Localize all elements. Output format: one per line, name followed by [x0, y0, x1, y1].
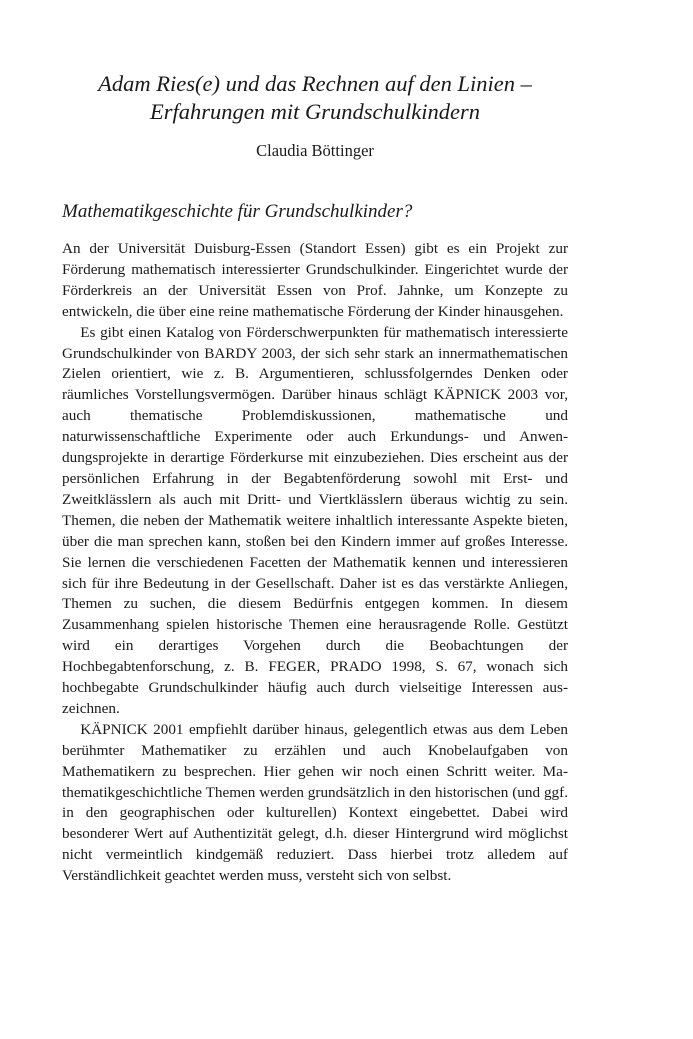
- article-title: [62, 70, 568, 126]
- document-page: [62, 70, 568, 887]
- body-paragraph-3: KÄPNICK 2001 empfiehlt darüber hinaus, gelegentlich etwas aus dem Leben berühmter Mathematiker zu erzählen und auch Knobelaufgaben von Mathematikern zu besprechen. Hier gehen wir noch einen Schritt weiter. Mathematikgeschichtliche Themen werden grundsätzlich in den historischen (und ggf. in den geographischen oder kulturellen) Kontext eingebettet. Dabei wird besonderer Wert auf Authentizität gelegt, d.h. dieser Hintergrund wird möglichst nicht vermeintlich kindgemäß reduziert. Dass hierbei trotz alledem auf Verständlichkeit geachtet werden muss, versteht sich von selbst.: [62, 720, 568, 885]
- article-title-line-2: Erfahrungen mit Grundschulkindern: [150, 99, 480, 124]
- body-paragraph-2: Es gibt einen Katalog von Förderschwerpunkten für mathematisch interessierte Grundschulkinder von BARDY 2003, der sich sehr stark an innermathematischen Zielen orientiert, wie z. B. Argumentieren, schlussfolgerndes Denken oder räumliches Vorstellungsvermögen. Darüber hinaus schlägt KÄPNICK 2003 vor, auch thematische Problemdiskussionen, mathematische und naturwissenschaftliche Experimente oder auch Erkundungs- und Anwendungsprojekte in derartige Förderkurse mit einzubeziehen. Dies erscheint aus der persönlichen Erfahrung in der Begabtenförderung sowohl mit Erst- und Zweitklässlern als auch mit Dritt- und Viertklässlern überaus wichtig zu sein. Themen, die neben der Mathematik weitere inhaltlich interessante Aspekte bieten, über die man sprechen kann, stoßen bei den Kindern immer auf großes Interesse. Sie lernen die verschiedenen Facetten der Mathematik kennen und interessieren sich für ihre Bedeutung in der Gesellschaft. Daher ist es das verstärkte Anliegen, Themen zu suchen, die diesem Bedürfnis entgegen kommen. In diesem Zusammenhang spielen historische Themen eine herausragende Rolle. Gestützt wird ein derartiges Vorgehen durch die Beobachtungen der Hochbegabtenforschung, z. B. FEGER, PRADO 1998, S. 67, wonach sich hochbegabte Grundschulkinder häufig auch durch vielseitige Interessen auszeichnen.: [62, 323, 568, 717]
- author-name: Claudia Böttinger: [256, 141, 374, 160]
- section-heading: Mathematikgeschichte für Grundschulkinder?: [62, 201, 413, 222]
- section-body: [62, 239, 568, 887]
- body-paragraph-1: An der Universität Duisburg-Essen (Standort Essen) gibt es ein Projekt zur Förderung mathematisch interessierter Grundschulkinder. Eingerichtet wurde der Förderkreis an der Universität Essen von Prof. Jahnke, um Konzepte zu entwickeln, die über eine reine mathematische Förderung der Kinder hinausgehen.: [62, 240, 568, 320]
- article-title-line-1: Adam Ries(e) und das Rechnen auf den Linien –: [98, 71, 532, 96]
